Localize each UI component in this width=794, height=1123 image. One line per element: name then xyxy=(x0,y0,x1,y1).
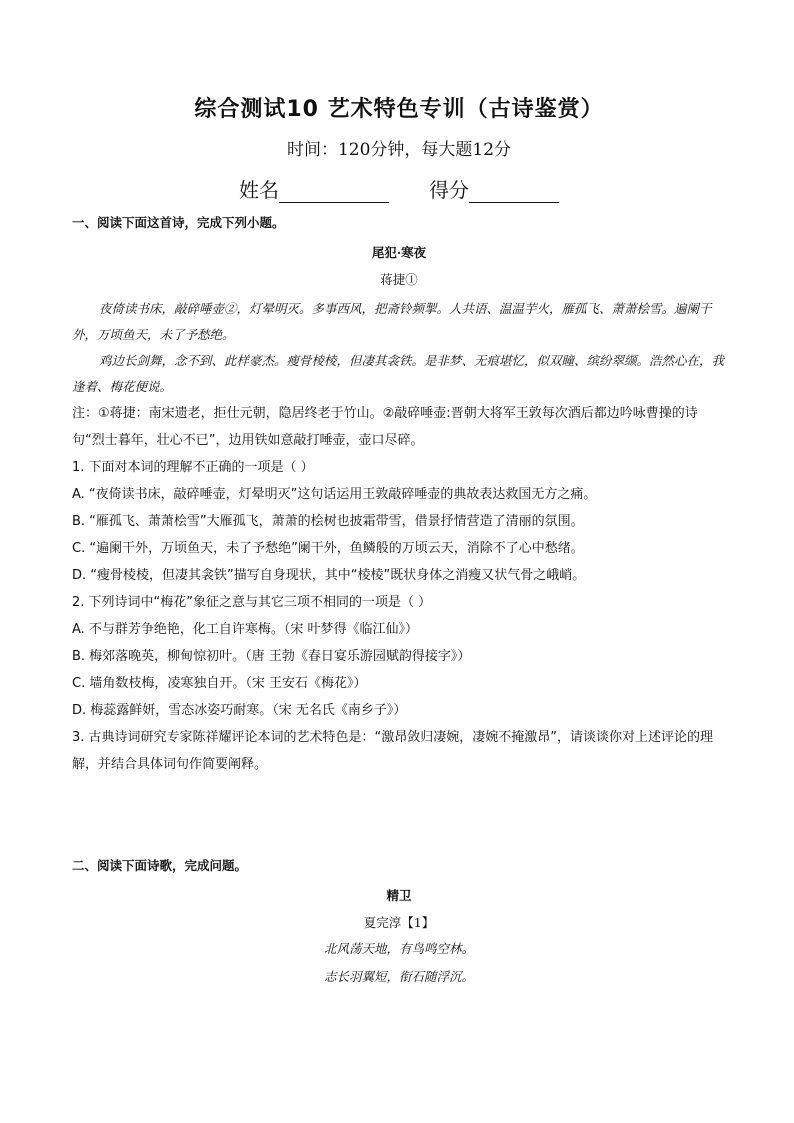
answer-space xyxy=(72,778,726,856)
name-label: 姓名 xyxy=(239,178,279,202)
question-1: 1. 下面对本词的理解不正确的一项是（ ） xyxy=(72,460,314,475)
score-blank[interactable] xyxy=(469,182,559,203)
q1-option-d: D. “瘦骨棱棱，但凄其衾铁”描写自身现状，其中“棱棱”既状身体之消瘦又状气骨之峨峭。 xyxy=(72,568,586,583)
poem2-line-2: 志长羽翼短，衔石随浮沉。 xyxy=(323,969,474,984)
question-3: 3. 古典诗词研究专家陈祥耀评论本词的艺术特色是：“激昂敛归凄婉，凄婉不掩激昂”，请谈谈你对上述评论的理解，并结合具体词句作简要阐释。 xyxy=(72,730,714,772)
name-blank[interactable] xyxy=(279,182,389,203)
q2-option-c: C. 墙角数枝梅，凌寒独自开。（宋 王安石《梅花》） xyxy=(72,676,367,691)
q1-option-c: C. “遍阑干外，万顷鱼天，未了予愁绝”阑干外，鱼鳞般的万顷云天，消除不了心中愁绪。 xyxy=(72,541,584,556)
document-page xyxy=(72,92,726,995)
q2-option-b: B. 梅郊落晚英，柳甸惊初叶。（唐 王勃《春日宴乐游园赋韵得接字》） xyxy=(72,649,471,664)
score-label: 得分 xyxy=(429,178,469,202)
poem1-author: 蒋捷① xyxy=(380,272,418,287)
q1-option-b: B. “雁孤飞、萧萧桧雪”大雁孤飞，萧萧的桧树也披霜带雪，借景抒情营造了清丽的氛围。 xyxy=(72,514,584,529)
section2-heading: 二、阅读下面诗歌，完成问题。 xyxy=(72,858,248,873)
poem1-title: 尾犯·寒夜 xyxy=(371,245,427,260)
poem1-stanza2: 鸡边长剑舞，念不到、此样豪杰。瘦骨棱棱，但凄其衾铁。是非梦、无痕堪忆，似双瞳、缤纷翠缬。浩然心在，我逢着、梅花便说。 xyxy=(72,353,725,394)
name-score-row xyxy=(72,174,726,203)
poem2-title: 精卫 xyxy=(386,888,412,903)
question-2: 2. 下列诗词中“梅花”象征之意与其它三项不相同的一项是（ ） xyxy=(72,595,432,610)
q2-option-a: A. 不与群芳争绝艳，化工自许寒梅。（宋 叶梦得《临江仙》） xyxy=(72,622,419,637)
poem1-notes: 注：①蒋捷：南宋遗老，拒仕元朝，隐居终老于竹山。②敲碎唾壶:晋朝大将军王敦每次酒后都边吟咏曹操的诗句“烈士暮年，壮心不已”，边用铁如意敲打唾壶，壶口尽碎。 xyxy=(72,406,698,448)
poem1-stanza1: 夜倚读书床，敲碎唾壶②，灯晕明灭。多事西风，把斋铃频掣。人共语、温温芋火，雁孤飞、萧萧桧雪。遍阑干外，万顷鱼天，未了予愁绝。 xyxy=(72,301,712,342)
poem2-author: 夏完淳【1】 xyxy=(363,915,435,930)
page-title: 综合测试10 艺术特色专训（古诗鉴赏） xyxy=(194,97,604,122)
poem2-line-1: 北风荡天地，有鸟鸣空林。 xyxy=(323,941,474,956)
q1-option-a: A. “夜倚读书床，敲碎唾壶，灯晕明灭”这句话运用王敦敲碎唾壶的典故表达救国无方之痛。 xyxy=(72,487,597,502)
exam-time: 时间：120分钟，每大题12分 xyxy=(286,140,512,160)
q2-option-d: D. 梅蕊露鲜妍，雪态冰姿巧耐寒。（宋 无名氏《南乡子》） xyxy=(72,703,407,718)
section1-heading: 一、阅读下面这首诗，完成下列小题。 xyxy=(72,215,285,230)
